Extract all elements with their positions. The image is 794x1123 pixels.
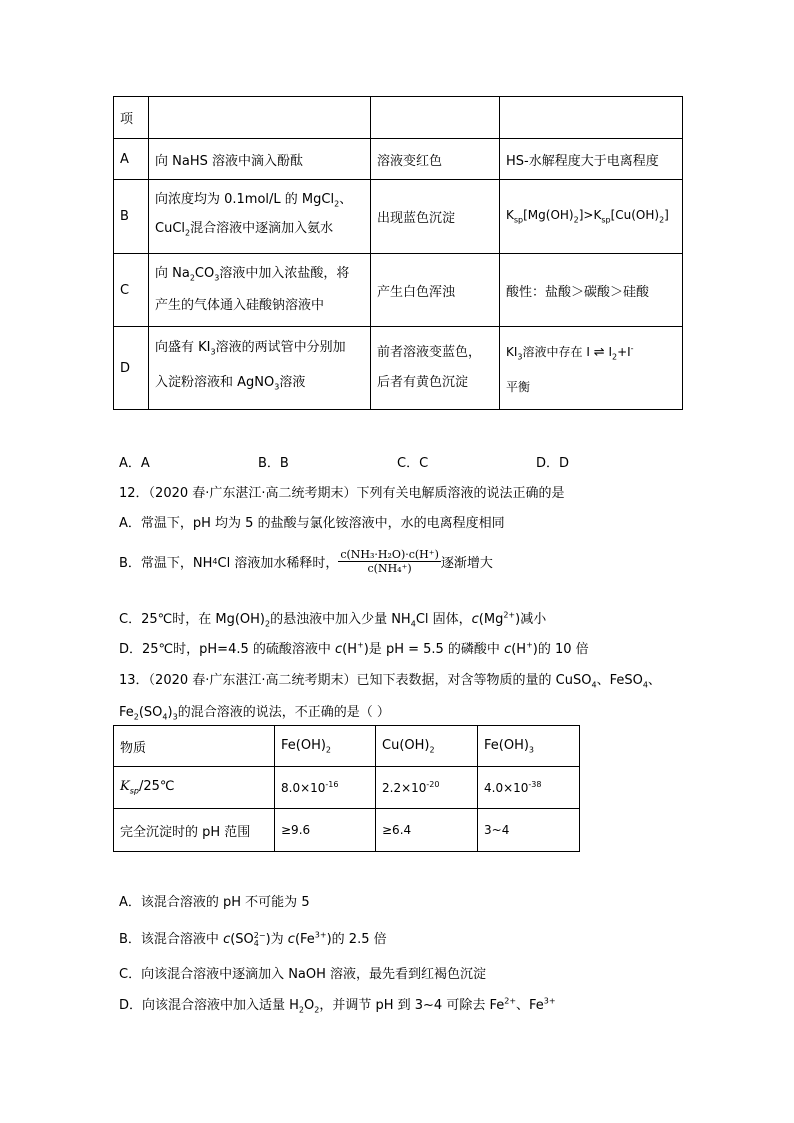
q13-option-d <box>119 994 556 1015</box>
text: K <box>120 779 130 795</box>
row-label: C <box>114 254 149 327</box>
text: I <box>608 344 612 359</box>
text: [Cu(OH) <box>610 208 660 223</box>
text: 2+ <box>503 610 516 620</box>
text: - <box>630 343 634 353</box>
text: Fe <box>119 705 134 720</box>
operation-cell: 向 NaHS 溶液中滴入酚酞 <box>149 139 371 180</box>
text: c <box>471 612 479 627</box>
text: c <box>335 642 343 657</box>
phenomenon-cell <box>371 327 500 410</box>
table-row <box>114 327 683 410</box>
text: 2− <box>253 930 266 940</box>
text: 逐渐增大 <box>440 556 493 571</box>
text: c <box>504 642 512 657</box>
text: (Mg <box>478 612 504 627</box>
text: +I <box>617 344 631 359</box>
table-cell <box>376 726 478 767</box>
text: 溶液 <box>279 375 306 390</box>
fraction-denominator: c(NH₄⁺) <box>367 562 412 575</box>
text: 溶液中存在 I <box>522 344 590 359</box>
table-cell <box>478 726 580 767</box>
row-label: B <box>114 180 149 254</box>
text: 2 <box>133 712 139 722</box>
fraction-numerator: c(NH₃·H₂O)·c(H⁺) <box>340 548 439 561</box>
text: 向 Na <box>155 265 190 281</box>
q11-choice-a: A．A <box>119 456 150 471</box>
text: 2 <box>659 215 665 225</box>
text: (H <box>342 642 358 657</box>
table-row <box>114 809 580 852</box>
operation-cell <box>149 180 371 254</box>
text: (Fe <box>294 932 315 947</box>
table-cell: ≥9.6 <box>275 809 376 852</box>
q12-stem: 12．（2020 春·广东湛江·高二统考期末）下列有关电解质溶液的说法正确的是 <box>119 486 565 501</box>
text: Fe(OH) <box>484 737 529 753</box>
text: ) <box>167 705 173 720</box>
text: 、 <box>647 673 661 688</box>
text: 的混合溶液的说法，不正确的是（ ） <box>177 705 390 720</box>
text: 2 <box>185 228 191 238</box>
q12-option-c <box>119 608 546 629</box>
table-cell <box>114 767 275 809</box>
text: 8.0×10 <box>281 781 326 795</box>
text: [Mg(OH) <box>523 208 574 223</box>
table-row <box>114 254 683 327</box>
text: c <box>287 932 295 947</box>
text: )的 2.5 倍 <box>326 932 387 947</box>
q13-option-c: C．向该混合溶液中逐滴加入 NaOH 溶液，最先看到红褐色沉淀 <box>119 967 487 982</box>
text: (SO <box>230 932 254 947</box>
text: ，并调节 pH 到 3~4 可除去 Fe <box>319 998 505 1013</box>
text: -20 <box>426 780 440 789</box>
text: 2 <box>264 619 271 629</box>
text: 4 <box>212 557 218 566</box>
text: Cl 溶液加水稀释时， <box>217 556 339 571</box>
fraction <box>338 548 441 575</box>
text: 混合溶液中逐滴加入氨水 <box>190 220 334 236</box>
text: 的悬浊液中加入少量 NH <box>270 612 411 627</box>
text: 3 <box>214 273 220 283</box>
q13-stem-line1 <box>119 669 661 690</box>
text: 2 <box>189 273 195 283</box>
text: 3 <box>274 382 280 392</box>
text: 入淀粉溶液和 AgNO <box>155 375 275 390</box>
text: 溶液中加入浓盐酸，将 <box>219 265 350 281</box>
text: sp <box>129 786 139 796</box>
text: 2 <box>429 745 435 755</box>
table-cell <box>376 767 478 809</box>
table-cell: 完全沉淀时的 pH 范围 <box>114 809 275 852</box>
table-cell: 物质 <box>114 726 275 767</box>
table-row <box>114 97 683 139</box>
text: 产生的气体通入硅酸钠溶液中 <box>155 298 325 314</box>
text: 4 <box>162 712 168 722</box>
conclusion-cell: HS-水解程度大于电离程度 <box>500 139 683 180</box>
text: sp <box>601 215 611 225</box>
q12-option-a: A．常温下，pH 均为 5 的盐酸与氯化铵溶液中，水的电离程度相同 <box>119 516 505 531</box>
text: 2 <box>325 745 332 755</box>
operation-cell <box>149 327 371 410</box>
text: 3 <box>210 348 216 357</box>
row-label: A <box>114 139 149 180</box>
row-label: D <box>114 327 149 410</box>
text: 13．（2020 春·广东湛江·高二统考期末）已知下表数据，对含等物质的量的 CuSO <box>119 673 592 688</box>
text: -38 <box>528 780 542 789</box>
text: 后者有黄色沉淀 <box>377 375 469 390</box>
text: 4 <box>410 619 416 629</box>
text: CuCl <box>155 220 186 236</box>
table-row <box>114 139 683 180</box>
phenomenon-cell: 溶液变红色 <box>371 139 500 180</box>
text: 3 <box>528 745 535 755</box>
text: D．向该混合溶液中加入适量 H <box>119 998 299 1013</box>
text: 3 <box>172 712 178 722</box>
ion-charge <box>254 932 266 948</box>
text: 2 <box>334 199 340 209</box>
text: 4 <box>253 938 259 948</box>
text: 3 <box>517 352 523 362</box>
text: K <box>506 208 514 223</box>
text: 前者溶液变蓝色， <box>377 345 482 360</box>
text: Fe(OH) <box>281 737 326 753</box>
text: /25℃ <box>138 779 175 795</box>
text: 4 <box>642 680 648 690</box>
table-cell <box>478 767 580 809</box>
text: (SO <box>138 705 163 720</box>
q12-option-d <box>119 638 589 657</box>
text: Cl 固体， <box>415 612 472 627</box>
table-cell <box>149 97 371 139</box>
text: 、FeSO <box>596 673 643 688</box>
text: )减小 <box>515 612 547 627</box>
equilibrium-arrow-icon: ⇌ <box>593 344 605 360</box>
text: CO <box>194 265 215 281</box>
text: 2 <box>611 352 618 362</box>
text: C．25℃时，在 Mg(OH) <box>119 612 265 627</box>
text: )是 pH = 5.5 的磷酸中 <box>363 642 505 657</box>
table-row <box>114 767 580 809</box>
table-row <box>114 726 580 767</box>
q11-choice-d: D．D <box>536 456 570 471</box>
text: 2 <box>573 215 579 225</box>
text: -16 <box>325 780 339 789</box>
text: 2 <box>314 1005 320 1015</box>
text: O <box>304 998 315 1013</box>
text: )的 10 倍 <box>532 642 589 657</box>
table-cell: ≥6.4 <box>376 809 478 852</box>
text: (H <box>511 642 527 657</box>
conclusion-cell <box>500 327 683 410</box>
text: 2 <box>298 1005 305 1015</box>
text: sp <box>513 215 524 225</box>
text: )为 <box>265 932 288 947</box>
text: 4.0×10 <box>484 781 529 795</box>
table-cell <box>371 97 500 139</box>
text: KI <box>506 344 518 359</box>
table-cell <box>114 97 149 139</box>
operation-cell <box>149 254 371 327</box>
header-label: 项 <box>120 112 134 127</box>
text: + <box>357 640 364 650</box>
text: D．25℃时，pH=4.5 的硫酸溶液中 <box>119 642 336 657</box>
ksp-table <box>113 725 580 852</box>
table-cell <box>275 767 376 809</box>
text: ] <box>664 208 669 223</box>
text: B．该混合溶液中 <box>119 932 224 947</box>
text: ]>K <box>578 208 602 223</box>
q12-option-b <box>119 548 493 575</box>
table-row <box>114 180 683 254</box>
text: 向浓度均为 0.1mol/L 的 MgCl <box>155 191 335 207</box>
text: 溶液的两试管中分别加 <box>215 340 346 356</box>
text: 2.2×10 <box>382 781 427 795</box>
conclusion-cell: 酸性：盐酸＞碳酸＞硅酸 <box>500 254 683 327</box>
q11-choice-b: B．B <box>258 456 289 471</box>
table-cell <box>275 726 376 767</box>
text: 平衡 <box>506 380 531 395</box>
q13-option-a: A．该混合溶液的 pH 不可能为 5 <box>119 895 310 910</box>
text: 3+ <box>543 996 556 1006</box>
text: B．常温下，NH <box>119 556 213 571</box>
phenomenon-cell: 产生白色浑浊 <box>371 254 500 327</box>
experiment-table <box>113 96 683 410</box>
text: 4 <box>591 680 597 690</box>
text: c <box>223 932 231 947</box>
q13-stem-line2 <box>119 701 390 722</box>
phenomenon-cell: 出现蓝色沉淀 <box>371 180 500 254</box>
text: 2+ <box>504 996 517 1006</box>
table-cell <box>500 97 683 139</box>
table-cell: 3~4 <box>478 809 580 852</box>
text: 、 <box>339 191 353 207</box>
text: + <box>526 640 533 650</box>
text: Cu(OH) <box>382 737 430 753</box>
conclusion-cell <box>500 180 683 254</box>
q11-choice-c: C．C <box>397 456 429 471</box>
text: 3+ <box>314 930 327 940</box>
q13-option-b <box>119 928 387 948</box>
text: 、Fe <box>516 998 544 1013</box>
text: 向盛有 KI <box>155 340 211 356</box>
